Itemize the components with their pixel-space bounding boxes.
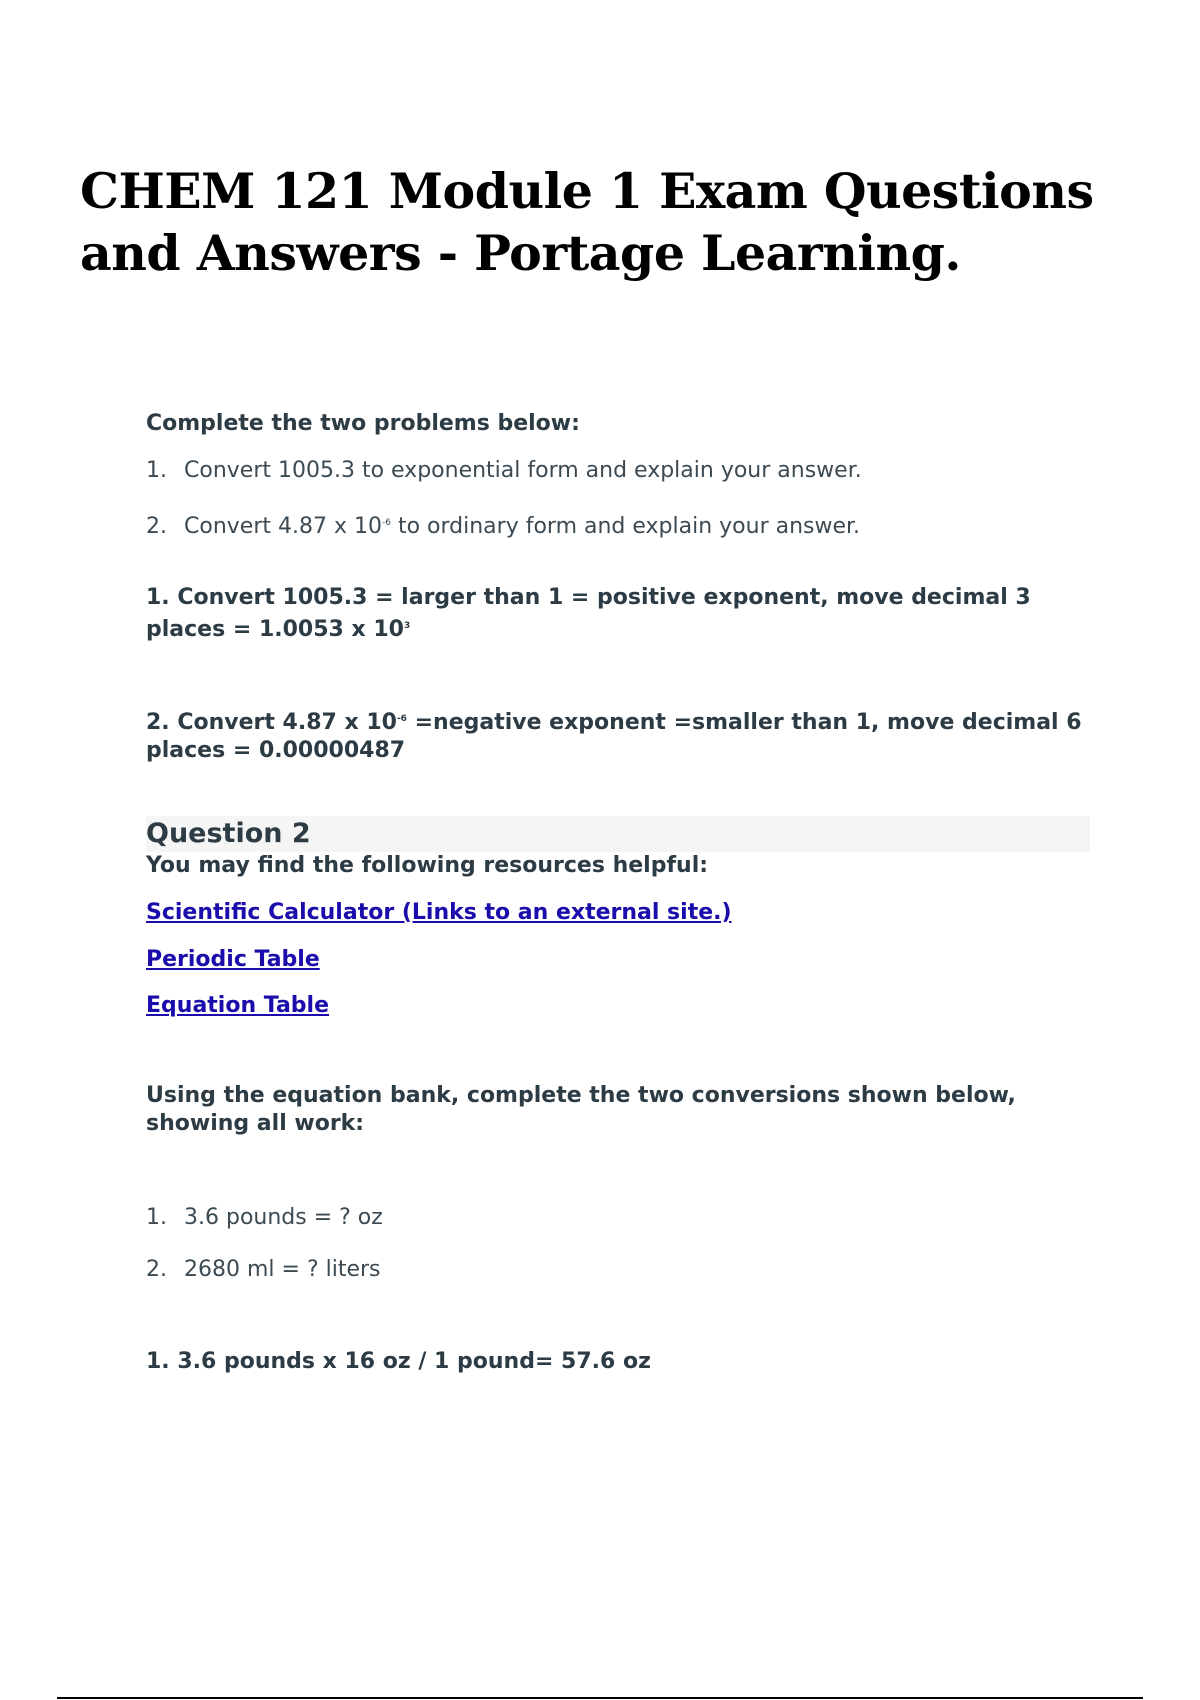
list-item-number: 2. [146,514,167,539]
equation-table-link[interactable]: Equation Table [146,993,330,1018]
list-item-text: Convert 1005.3 to exponential form and explain your answer. [184,458,862,483]
list-item [146,457,862,485]
footer-divider [57,1697,1143,1699]
question2-instruction: Using the equation bank, complete the two conversions shown below, showing all work: [146,1083,1016,1136]
document-title: CHEM 121 Module 1 Exam Questions and Answers - Portage Learning. [80,162,1094,282]
list-item [146,1256,381,1284]
exponent: -6 [381,518,391,528]
list-item-text: to ordinary form and explain your answer. [390,514,861,539]
exponent: 3 [403,621,411,631]
answer-1 [146,584,1106,644]
question2-header [146,816,1090,852]
question1-instruction: Complete the two problems below: [146,411,580,436]
question2-title: Question 2 [146,818,311,849]
list-item-number: 2. [146,1257,167,1282]
list-item [146,1204,383,1232]
list-item-number: 1. [146,1205,167,1230]
list-item-text: 3.6 pounds = ? oz [184,1205,383,1230]
answer-text: =negative exponent =smaller than 1, move decimal 6 places = 0.00000487 [146,710,1082,763]
answer-text: 1. Convert 1005.3 = larger than 1 = positive exponent, move decimal 3 places = 1.0053 x 10 [146,585,1031,642]
list-item-text: 2680 ml = ? liters [184,1257,381,1282]
list-item-text: Convert 4.87 x 10 [184,514,382,539]
answer-text: 2. Convert 4.87 x 10 [146,710,397,735]
list-item-number: 1. [146,458,167,483]
answer-2 [146,705,1106,765]
exponent: -6 [396,714,407,724]
scientific-calculator-link[interactable]: Scientific Calculator (Links to an external site.) [146,900,732,925]
periodic-table-link[interactable]: Periodic Table [146,947,320,972]
question2-answer-1: 1. 3.6 pounds x 16 oz / 1 pound= 57.6 oz [146,1349,651,1374]
list-item [146,509,860,541]
resources-heading: You may find the following resources helpful: [146,853,709,878]
